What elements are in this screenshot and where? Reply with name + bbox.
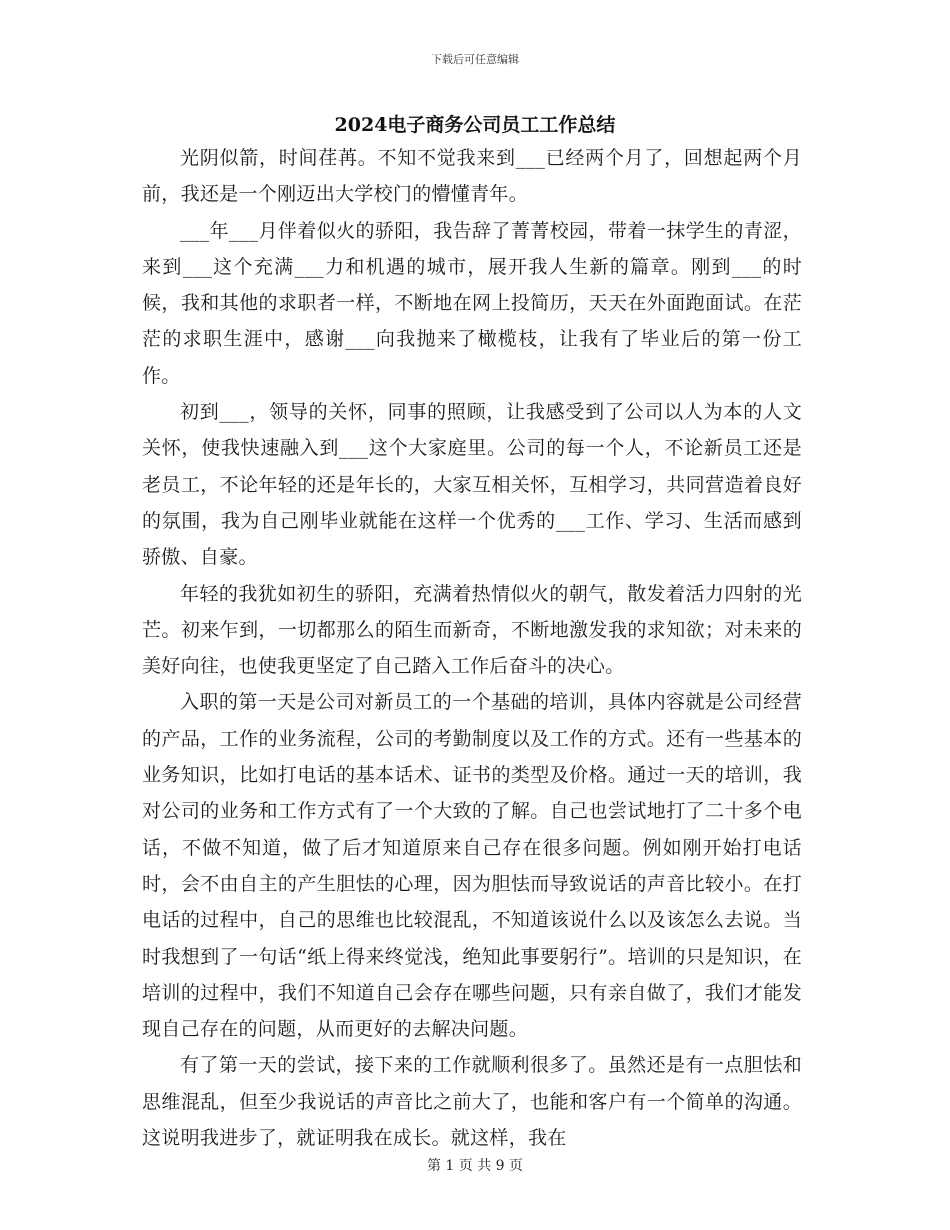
page-number-footer: 第 1 页 共 9 页 [426, 1158, 524, 1174]
paragraph: 有了第一天的尝试，接下来的工作就顺利很多了。虽然还是有一点胆怯和思维混乱，但至少我说话的声音比之前大了，也能和客户有一个简单的沟通。这说明我进步了，就证明我在成长。就这样，我在 [142, 1054, 802, 1150]
paragraph: 光阴似箭，时间荏苒。不知不觉我来到___已经两个月了，回想起两个月前，我还是一个刚迈出大学校门的懵懂青年。 [142, 147, 802, 206]
paragraph: 初到___，领导的关怀，同事的照顾，让我感受到了公司以人为本的人文关怀，使我快速融入到___这个大家庭里。公司的每一个人，不论新员工还是老员工，不论年轻的还是年长的，大家互相关怀，互相学习，共同营造着良好的氛围，我为自己刚毕业就能在这样一个优秀的___工作、学习、生活而感到骄傲、自豪。 [142, 401, 802, 569]
paragraph: 入职的第一天是公司对新员工的一个基础的培训，具体内容就是公司经营的产品，工作的业务流程，公司的考勤制度以及工作的方式。还有一些基本的业务知识，比如打电话的基本话术、证书的类型及价格。通过一天的培训，我对公司的业务和工作方式有了一个大致的了解。自己也尝试地打了二十多个电话，不做不知道，做了后才知道原来自己存在很多问题。例如刚开始打电话时，会不由自主的产生胆怯的心理，因为胆怯而导致说话的声音比较小。在打电话的过程中，自己的思维也比较混乱，不知道该说什么以及该怎么去说。当时我想到了一句话“纸上得来终觉浅，绝知此事要躬行”。培训的只是知识，在培训的过程中，我们不知道自己会存在哪些问题，只有亲自做了，我们才能发现自己存在的问题，从而更好的去解决问题。 [142, 691, 802, 1041]
document-title: 2024电子商务公司员工工作总结 [334, 114, 616, 136]
paragraph: 年轻的我犹如初生的骄阳，充满着热情似火的朝气，散发着活力四射的光芒。初来乍到，一切都那么的陌生而新奇，不断地激发我的求知欲；对未来的美好向往，也使我更坚定了自己踏入工作后奋斗的决心。 [142, 582, 802, 678]
document-body [142, 140, 802, 1156]
page-header-note: 下载后可任意编辑 [431, 53, 519, 66]
paragraph: ___年___月伴着似火的骄阳，我告辞了菁菁校园，带着一抹学生的青涩，来到___这个充满___力和机遇的城市，展开我人生新的篇章。刚到___的时候，我和其他的求职者一样，不断地在网上投简历，天天在外面跑面试。在茫茫的求职生涯中，感谢___向我抛来了橄榄枝，让我有了毕业后的第一份工作。 [142, 219, 802, 387]
